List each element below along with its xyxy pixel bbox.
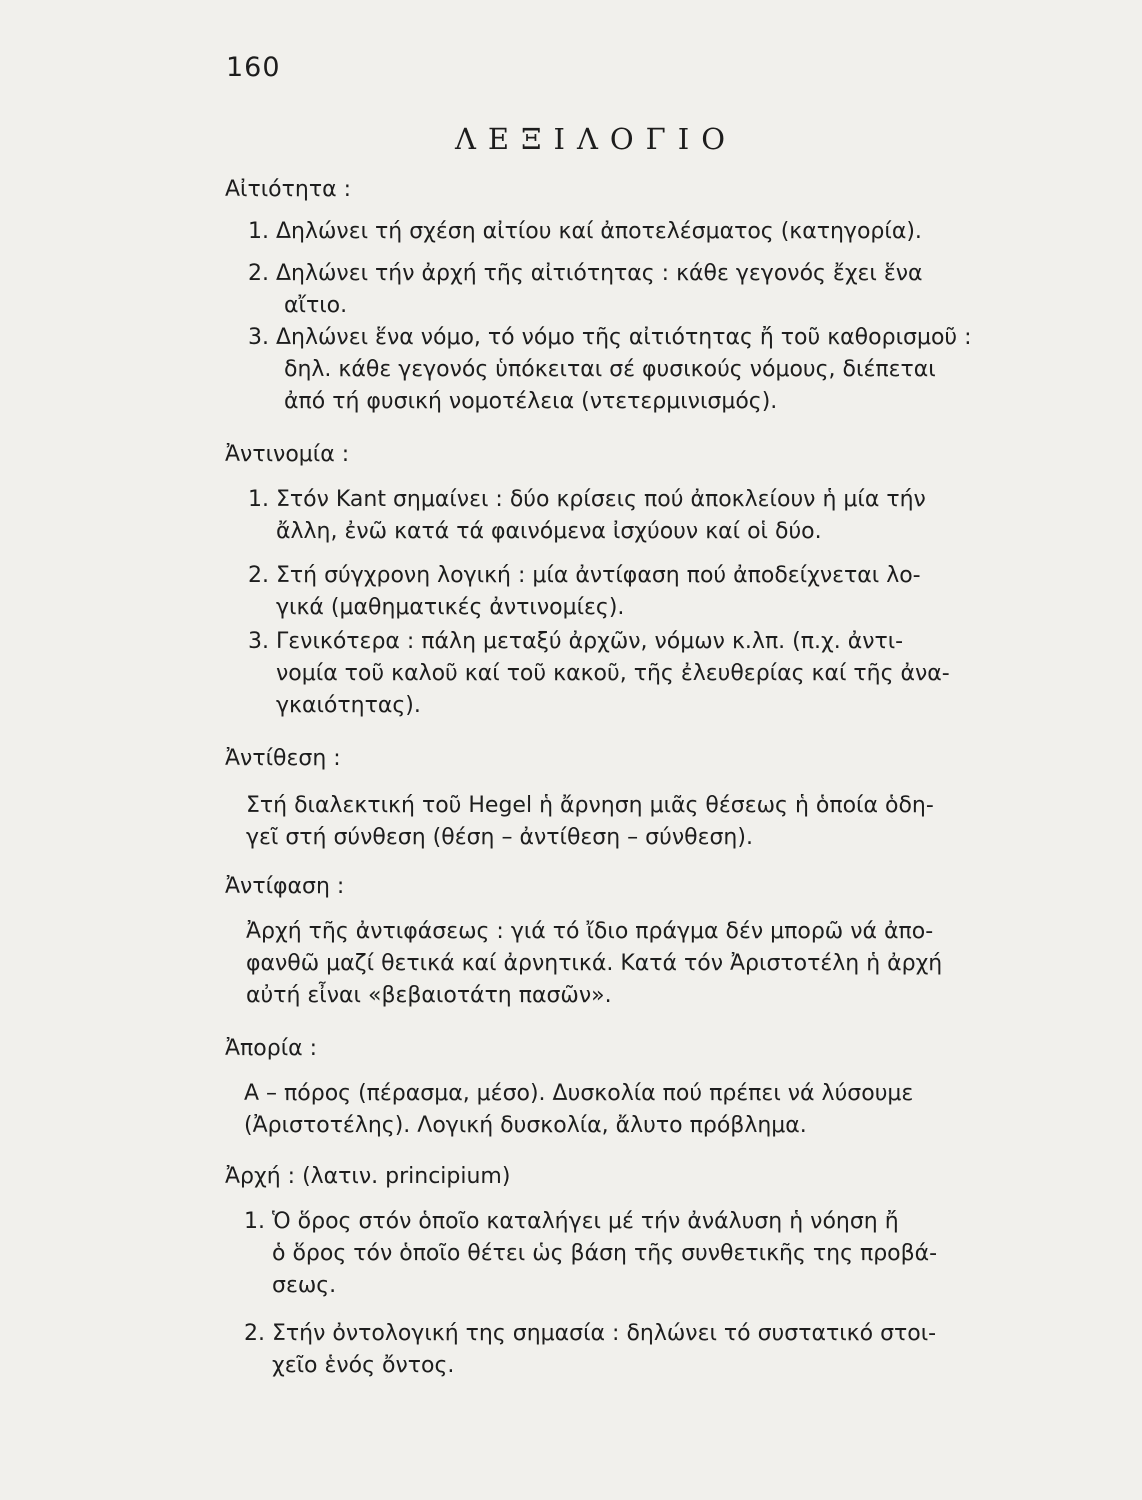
definition-line: Α – πόρος (πέρασμα, μέσο). Δυσκολία πού πρέπει νά λύσουμε xyxy=(244,1081,914,1106)
entry-term-antinomia: Ἀντινομία : xyxy=(225,442,350,467)
item-text: Δηλώνει τή σχέση αἰτίου καί ἀποτελέσματος (κατηγορία). xyxy=(276,219,922,244)
item-text: Γενικότερα : πάλη μεταξύ ἀρχῶν, νόμων κ.λπ. (π.χ. ἀντι- xyxy=(276,629,904,654)
item-text-continued: νομία τοῦ καλοῦ καί τοῦ κακοῦ, τῆς ἐλευθερίας καί τῆς ἀνα- xyxy=(276,661,950,686)
list-item xyxy=(248,484,1068,548)
item-number: 2. xyxy=(244,1321,265,1346)
definition-line: (Ἀριστοτέλης). Λογική δυσκολία, ἄλυτο πρόβλημα. xyxy=(244,1113,807,1138)
item-text-continued: ὁ ὅρος τόν ὁποῖο θέτει ὡς βάση τῆς συνθετικῆς της προβά- xyxy=(272,1241,938,1266)
item-text: Ὁ ὅρος στόν ὁποῖο καταλήγει μέ τήν ἀνάλυση ἡ νόηση ἤ xyxy=(272,1209,899,1234)
definition-line: Ἀρχή τῆς ἀντιφάσεως : γιά τό ἴδιο πράγμα δέν μπορῶ νά ἀπο- xyxy=(246,919,934,944)
page-number: 160 xyxy=(226,52,281,83)
item-text: Στόν Kant σημαίνει : δύο κρίσεις πού ἀποκλείουν ἡ μία τήν xyxy=(276,487,926,512)
entry-term-antithesi: Ἀντίθεση : xyxy=(225,746,341,771)
item-text-continued: χεῖο ἑνός ὄντος. xyxy=(272,1353,455,1378)
item-text-continued: σεως. xyxy=(272,1273,337,1298)
list-item xyxy=(248,322,1068,418)
list-item xyxy=(244,1206,1064,1302)
item-text-continued: ἀπό τή φυσική νομοτέλεια (ντετερμινισμός). xyxy=(284,389,778,414)
entry-definition xyxy=(244,1078,1064,1142)
item-text: Στή σύγχρονη λογική : μία ἀντίφαση πού ἀποδείχνεται λο- xyxy=(276,563,921,588)
item-text-continued: αἴτιο. xyxy=(284,293,348,318)
list-item xyxy=(248,216,1068,248)
entry-term-antifasi: Ἀντίφαση : xyxy=(225,874,345,899)
page-title: ΛΕΞΙΛΟΓΙΟ xyxy=(454,122,738,156)
entry-definition xyxy=(246,916,1066,1012)
item-number: 1. xyxy=(244,1209,265,1234)
definition-line: αὐτή εἶναι «βεβαιοτάτη πασῶν». xyxy=(246,983,612,1008)
item-number: 1. xyxy=(248,487,269,512)
definition-line: Στή διαλεκτική τοῦ Hegel ἡ ἄρνηση μιᾶς θέσεως ἡ ὁποία ὁδη- xyxy=(246,793,934,818)
item-number: 3. xyxy=(248,325,269,350)
item-number: 3. xyxy=(248,629,269,654)
item-text-continued: γικά (μαθηματικές ἀντινομίες). xyxy=(276,595,625,620)
list-item xyxy=(248,626,1068,722)
item-number: 2. xyxy=(248,261,269,286)
entry-term-aporia: Ἀπορία : xyxy=(225,1036,318,1061)
item-number: 2. xyxy=(248,563,269,588)
entry-term-aitiotita: Αἰτιότητα : xyxy=(225,177,351,202)
item-text: Δηλώνει τήν ἀρχή τῆς αἰτιότητας : κάθε γεγονός ἔχει ἕνα xyxy=(276,261,923,286)
item-text-continued: γκαιότητας). xyxy=(276,693,421,718)
definition-line: γεῖ στή σύνθεση (θέση – ἀντίθεση – σύνθεση). xyxy=(246,825,753,850)
item-number: 1. xyxy=(248,219,269,244)
item-text: Δηλώνει ἕνα νόμο, τό νόμο τῆς αἰτιότητας ἤ τοῦ καθορισμοῦ : xyxy=(276,325,972,350)
item-text-continued: ἄλλη, ἐνῶ κατά τά φαινόμενα ἰσχύουν καί οἱ δύο. xyxy=(276,519,822,544)
list-item xyxy=(248,560,1068,624)
list-item xyxy=(244,1318,1064,1382)
item-text: Στήν ὀντολογική της σημασία : δηλώνει τό συστατικό στοι- xyxy=(272,1321,937,1346)
entry-term-archi: Ἀρχή : (λατιν. principium) xyxy=(225,1164,511,1189)
entry-definition xyxy=(246,790,1066,854)
item-text-continued: δηλ. κάθε γεγονός ὑπόκειται σέ φυσικούς νόμους, διέπεται xyxy=(284,357,936,382)
list-item xyxy=(248,258,1068,322)
definition-line: φανθῶ μαζί θετικά καί ἀρνητικά. Κατά τόν Ἀριστοτέλη ἡ ἀρχή xyxy=(246,951,943,976)
